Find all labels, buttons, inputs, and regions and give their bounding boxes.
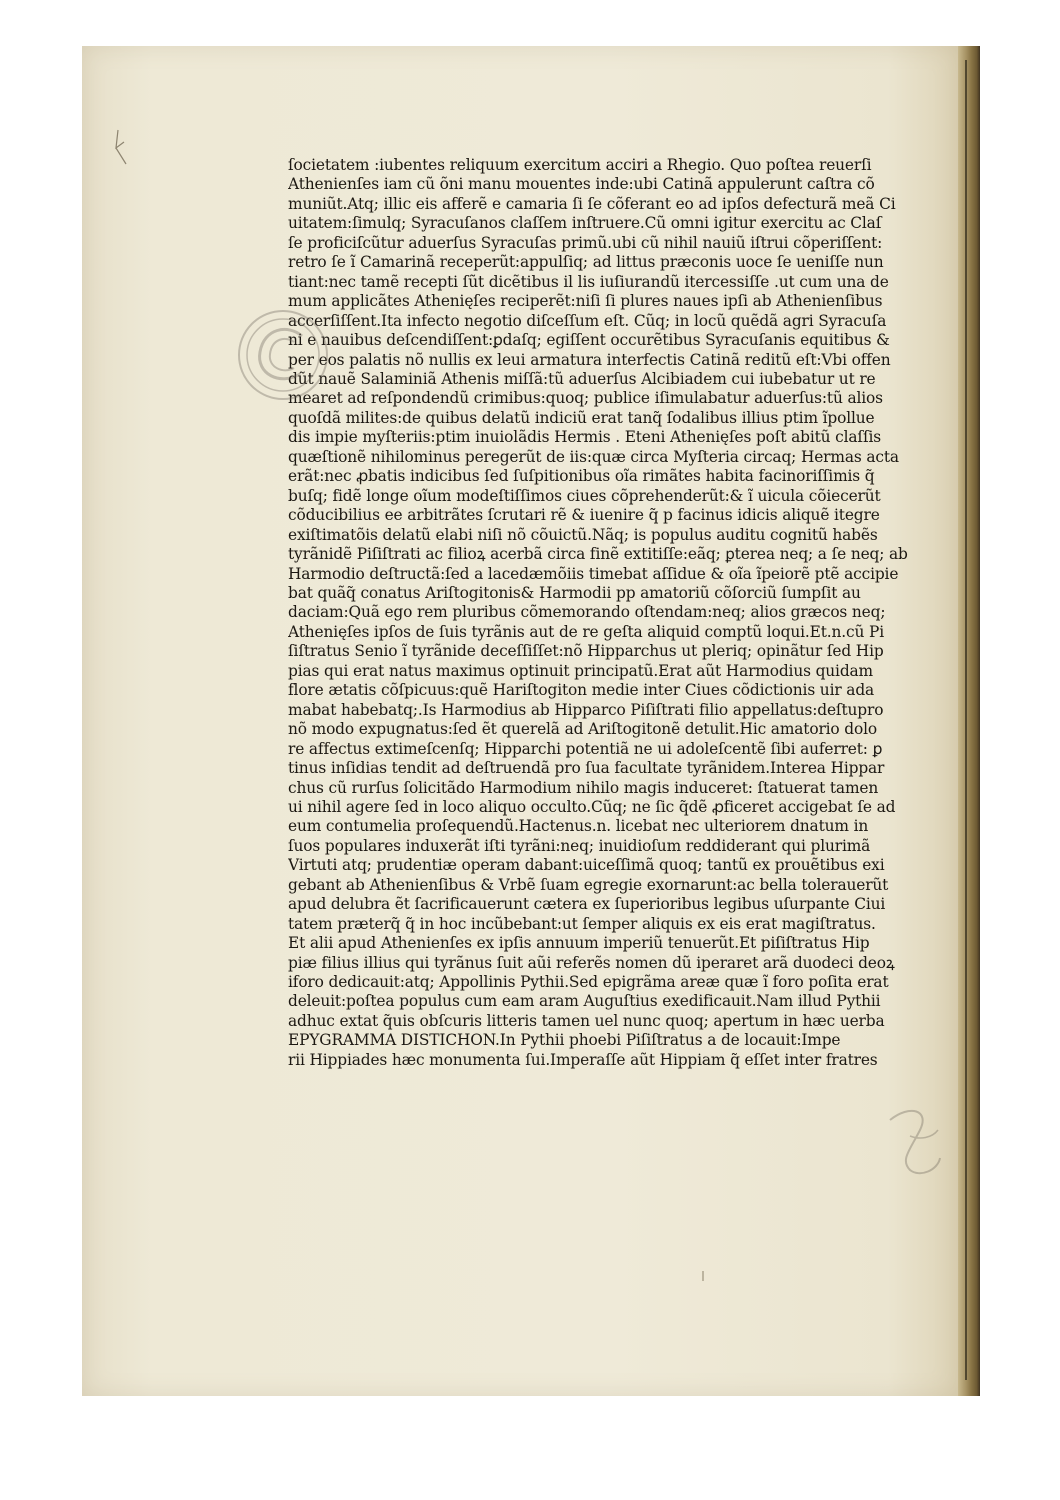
text-line: daciam:Quã ego rem pluribus cõmemorando oſtendam:neq; alios græcos neq;	[288, 603, 886, 622]
text-line: muniũt.Atq; illic eis afferẽ e camaria ſi ſe cõferant eo ad ipſos defecturã meã Ci	[288, 194, 896, 213]
text-line: apud delubra ẽt ſacrificauerunt cætera ex ſuperioribus legibus uſurpante Ciui	[288, 895, 886, 914]
text-line: per eos palatis nõ nullis ex leui armatura interfectis Catinã reditũ eſt:Vbi offen	[288, 350, 891, 369]
text-line: chus cũ rurſus ſolicitãdo Harmodium nihilo magis induceret: ſtatuerat tamen	[288, 778, 879, 797]
book-gutter	[958, 46, 980, 1396]
text-line: flore ætatis cõſpicuus:quẽ Hariſtogiton medie inter Ciues cõdictionis uir ada	[288, 681, 875, 700]
text-line: uitatem:ſimulq; Syracuſanos claſſem inſtruere.Cũ omni igitur exercitu ac Claſ	[288, 214, 882, 233]
text-line: mum applicãtes Athenięſes reciperẽt:niſi ſi plures naues ipſi ab Athenienſibus	[288, 292, 883, 311]
text-line: dũt nauẽ Salaminiã Athenis miſſã:tũ aduerſus Alcibiadem cui iubebatur ut re	[288, 369, 876, 388]
text-line: buſq; fidẽ longe oĩum modeſtiſſimos ciues cõprehenderũt:& ĩ uicula cõiecerũt	[288, 486, 881, 505]
text-line: mearet ad reſpondendũ crimibus:quoq; publice iſimulabatur aduerſus:tũ alios	[288, 389, 883, 408]
text-line: tinus inſidias tendit ad deſtruendã pro ſua facultate tyrãnidem.Interea Hippar	[288, 759, 885, 778]
text-line: quæſtionẽ nihilominus peregerũt de iis:quæ circa Myſteria circaq; Hermas acta	[288, 447, 899, 466]
text-line: piæ filius illius qui tyrãnus ſuit aũi referẽs nomen dũ iperaret arã duodeci deoꝝ	[288, 953, 895, 972]
text-line: tiant:nec tamẽ recepti ſũt dicẽtibus il lis iuſiurandũ itercessiſſe .ut cum una de	[288, 272, 889, 291]
text-line: Harmodio deſtructã:ſed a lacedæmõiis timebat aſſidue & oĩa ĩpeiorẽ ptẽ accipie	[288, 564, 899, 583]
text-line: nõ modo expugnatus:ſed ẽt querelã ad Ariſtogitonẽ detulit.Hic amatorio dolo	[288, 720, 878, 739]
text-line: tyrãnidẽ Piſiſtrati ac filioꝝ acerbã circa finẽ extitiſſe:eãq; ꝑterea neq; a ſe neq; ab	[288, 545, 908, 564]
text-line: cõducibilius ee arbitrãtes ſcrutari rẽ & iuenire q̃ p facinus idicis aliquẽ itegre	[288, 506, 880, 525]
text-line: mabat habebatq;.Is Harmodius ab Hipparco Piſiſtrati filio appellatus:deſtupro	[288, 700, 884, 719]
text-line: ſiſtratus Senio ĩ tyrãnide deceſſiſſet:nõ Hipparchus ut pleriq; opinãtur ſed Hip	[288, 642, 884, 661]
text-line: Et alii apud Athenienſes ex ipſis annuum imperiũ tenuerũt.Et piſiſtratus Hip	[288, 934, 870, 953]
paper-speck	[700, 1270, 706, 1282]
text-line: tatem præterq̃ q̃ in hoc incũbebant:ut ſemper aliquis ex eis erat magiſtratus.	[288, 914, 876, 933]
text-line: exiſtimatõis delatũ elabi niſi nõ cõuictũ.Nãq; is populus auditu cognitũ habẽs	[288, 525, 878, 544]
text-line: Athenienſes iam cũ õni manu mouentes inde:ubi Catinã appulerunt caſtra cõ	[288, 175, 875, 194]
text-line: EPYGRAMMA DISTICHON.In Pythii phoebi Piſiſtratus a de locauit:Impe	[288, 1031, 841, 1050]
text-line: quoſdã milites:de quibus delatũ indiciũ erat tanq̃ ſodalibus illius ptim ĩpollue	[288, 408, 875, 427]
text-line: ui nihil agere ſed in loco aliquo occulto.Cũq; ne ſic q̃dẽ ꝓficeret accigebat ſe ad	[288, 797, 896, 816]
text-line: dis impie myſteriis:ptim inuiolãdis Hermis . Eteni Athenięſes poſt abitũ claſſis	[288, 428, 882, 447]
text-line: bat quãq̃ conatus Ariſtogitonis& Harmodii pp amatoriũ cõſorciũ ſumpſit au	[288, 583, 861, 602]
text-line: Athenięſes ipſos de ſuis tyrãnis aut de re geſta aliquid comptũ loqui.Et.n.cũ Pi	[288, 622, 884, 641]
text-line: iforo dedicauit:atq; Appollinis Pythii.Sed epigrãma areæ quæ ĩ foro poſita erat	[288, 973, 889, 992]
text-line: ſe proficiſcũtur aduerſus Syracuſas primũ.ubi cũ nihil nauiũ iſtrui cõperiſſent:	[288, 233, 883, 252]
text-line: accerſiſſent.Ita infecto negotio diſceſſum eſt. Cũq; in locũ quẽdã agri Syracuſa	[288, 311, 887, 330]
text-line: erãt:nec ꝓbatis indicibus ſed ſuſpitionibus oĩa rimãtes habita facinoriſſimis q̃	[288, 467, 875, 486]
text-line: retro ſe ĩ Camarinã receperũt:appulſiq; ad littus præconis uoce ſe ueniſſe nun	[288, 253, 884, 272]
printed-text-block	[288, 156, 928, 1070]
text-line: adhuc extat q̃uis obſcuris litteris tamen uel nunc quoq; apertum in hæc uerba	[288, 1011, 885, 1030]
text-line: ſuos populares induxerãt iſti tyrãni:neq; inuidioſum reddiderant qui plurimã	[288, 836, 871, 855]
text-line: deleuit:poſtea populus cum eam aram Auguſtius exedificauit.Nam illud Pythii	[288, 992, 881, 1011]
text-line: re affectus extimeſcenſq; Hipparchi potentiã ne ui adoleſcentẽ ſibi auferret: ꝑ	[288, 739, 883, 758]
gutter-edge	[965, 60, 967, 1380]
text-line: pias qui erat natus maximus optinuit principatũ.Erat aũt Harmodius quidam	[288, 661, 873, 680]
text-line: Virtuti atq; prudentiæ operam dabant:uiceſſimã quoq; tantũ ex prouẽtibus exi	[288, 856, 885, 875]
text-line: gebant ab Athenienſibus & Vrbẽ ſuam egregie exornarunt:ac bella tolerauerũt	[288, 875, 889, 894]
margin-mark	[112, 128, 134, 168]
text-line: ni e nauibus deſcendiſſent:ꝑdaſq; egiſſent occurẽtibus Syracuſanis equitibus &	[288, 331, 890, 350]
text-line: rii Hippiades hæc monumenta ſui.Imperaſſe aũt Hippiam q̃ eſſet inter fratres	[288, 1050, 878, 1069]
text-line: ſocietatem :iubentes reliquum exercitum acciri a Rhegio. Quo poſtea reuerſi	[288, 156, 872, 174]
text-line: eum contumelia proſequendũ.Hactenus.n. licebat nec ulteriorem dnatum in	[288, 817, 869, 836]
